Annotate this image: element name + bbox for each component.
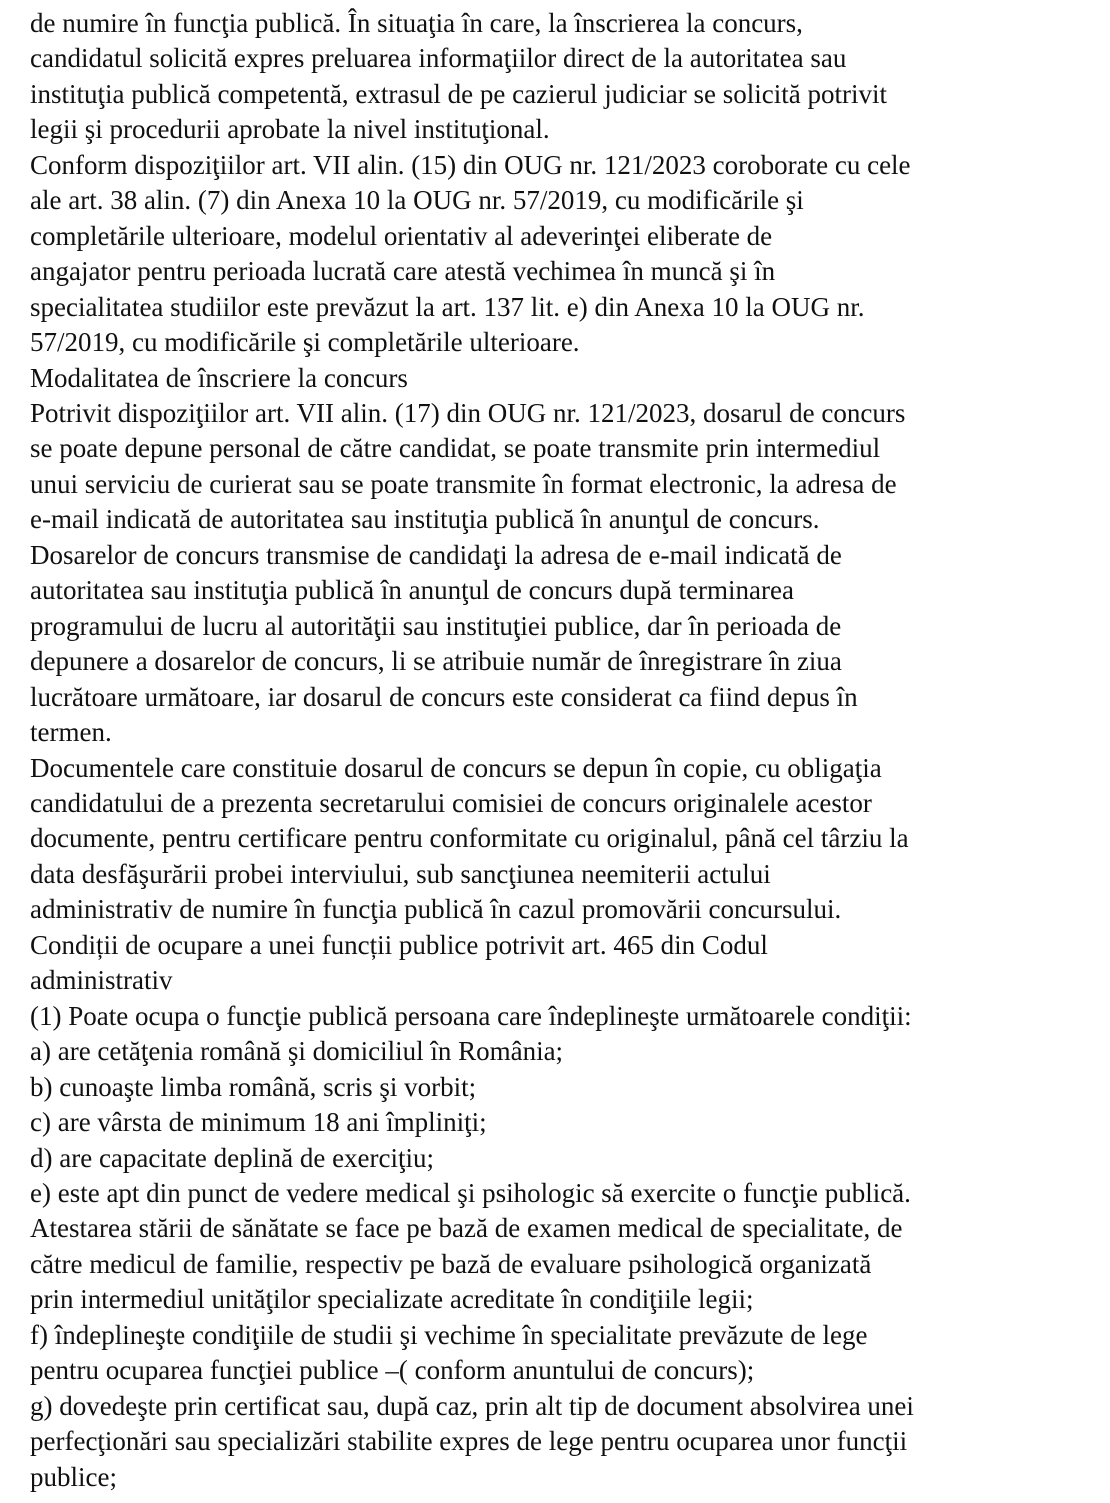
text-line: c) are vârsta de minimum 18 ani împliniţi; — [30, 1107, 487, 1138]
text-line: prin intermediul unităţilor specializate acreditate în condiţiile legii; — [30, 1284, 754, 1315]
text-line: d) are capacitate deplină de exerciţiu; — [30, 1142, 435, 1173]
text-line: Potrivit dispoziţiilor art. VII alin. (17) din OUG nr. 121/2023, dosarul de concurs — [30, 397, 906, 428]
text-line: Atestarea stării de sănătate se face pe bază de examen medical de specialitate, de — [30, 1213, 903, 1244]
text-line: 57/2019, cu modificările şi completările ulterioare. — [30, 327, 580, 358]
text-line: pentru ocuparea funcţiei publice –( conform anuntului de concurs); — [30, 1355, 755, 1386]
text-line: de numire în funcţia publică. În situaţia în care, la înscrierea la concurs, — [30, 8, 803, 38]
text-line: unui serviciu de curierat sau se poate transmite în format electronic, la adresa de — [30, 468, 897, 499]
text-line: Documentele care constituie dosarul de concurs se depun în copie, cu obligaţia — [30, 752, 882, 783]
text-line: programului de lucru al autorităţii sau instituţiei publice, dar în perioada de — [30, 610, 842, 641]
text-line: candidatului de a prezenta secretarului comisiei de concurs originalele acestor — [30, 787, 872, 818]
text-line: b) cunoaşte limba română, scris şi vorbit; — [30, 1071, 477, 1102]
text-line: termen. — [30, 717, 112, 748]
text-line: Conform dispoziţiilor art. VII alin. (15) din OUG nr. 121/2023 coroborate cu cele — [30, 149, 911, 180]
text-line: specialitatea studiilor este prevăzut la art. 137 lit. e) din Anexa 10 la OUG nr. — [30, 291, 865, 322]
text-line: se poate depune personal de către candidat, se poate transmite prin intermediul — [30, 433, 881, 464]
text-line: candidatul solicită expres preluarea informaţiilor direct de la autoritatea sau — [30, 43, 847, 74]
text-line: e) este apt din punct de vedere medical şi psihologic să exercite o funcţie publică. — [30, 1177, 911, 1208]
document-page — [30, 6, 1105, 1495]
text-line: lucrătoare următoare, iar dosarul de concurs este considerat ca fiind depus în — [30, 681, 858, 712]
text-line: ale art. 38 alin. (7) din Anexa 10 la OUG nr. 57/2019, cu modificările şi — [30, 185, 804, 216]
text-line: perfecţionări sau specializări stabilite expres de lege pentru ocuparea unor funcţii — [30, 1426, 908, 1457]
text-line: angajator pentru perioada lucrată care atestă vechimea în muncă şi în — [30, 256, 776, 287]
text-line: administrativ de numire în funcţia publică în cazul promovării concursului. — [30, 894, 842, 925]
text-line: Condiții de ocupare a unei funcții publice potrivit art. 465 din Codul — [30, 929, 768, 960]
text-line: g) dovedeşte prin certificat sau, după caz, prin alt tip de document absolvirea unei — [30, 1390, 914, 1421]
text-line: către medicul de familie, respectiv pe bază de evaluare psihologică organizată — [30, 1248, 872, 1279]
text-line: documente, pentru certificare pentru conformitate cu originalul, până cel târziu la — [30, 823, 909, 854]
text-line: completările ulterioare, modelul orientativ al adeverinţei eliberate de — [30, 220, 773, 251]
text-line: e-mail indicată de autoritatea sau instituţia publică în anunţul de concurs. — [30, 504, 820, 535]
text-line: depunere a dosarelor de concurs, li se atribuie număr de înregistrare în ziua — [30, 646, 842, 677]
text-line: (1) Poate ocupa o funcţie publică persoana care îndeplineşte următoarele condiţii: — [30, 1000, 912, 1031]
text-line: a) are cetăţenia română şi domiciliul în România; — [30, 1036, 564, 1067]
text-line: legii şi procedurii aprobate la nivel instituţional. — [30, 114, 550, 145]
text-line: f) îndeplineşte condiţiile de studii şi vechime în specialitate prevăzute de lege — [30, 1319, 868, 1350]
text-line: publice; — [30, 1461, 117, 1492]
text-line: autoritatea sau instituţia publică în anunţul de concurs după terminarea — [30, 575, 794, 606]
text-line: Modalitatea de înscriere la concurs — [30, 362, 408, 393]
text-line: data desfăşurării probei interviului, sub sancţiunea neemiterii actului — [30, 858, 771, 889]
text-line: Dosarelor de concurs transmise de candidaţi la adresa de e-mail indicată de — [30, 539, 842, 570]
text-line: instituţia publică competentă, extrasul de pe cazierul judiciar se solicită potrivit — [30, 78, 887, 109]
text-line: administrativ — [30, 965, 173, 996]
